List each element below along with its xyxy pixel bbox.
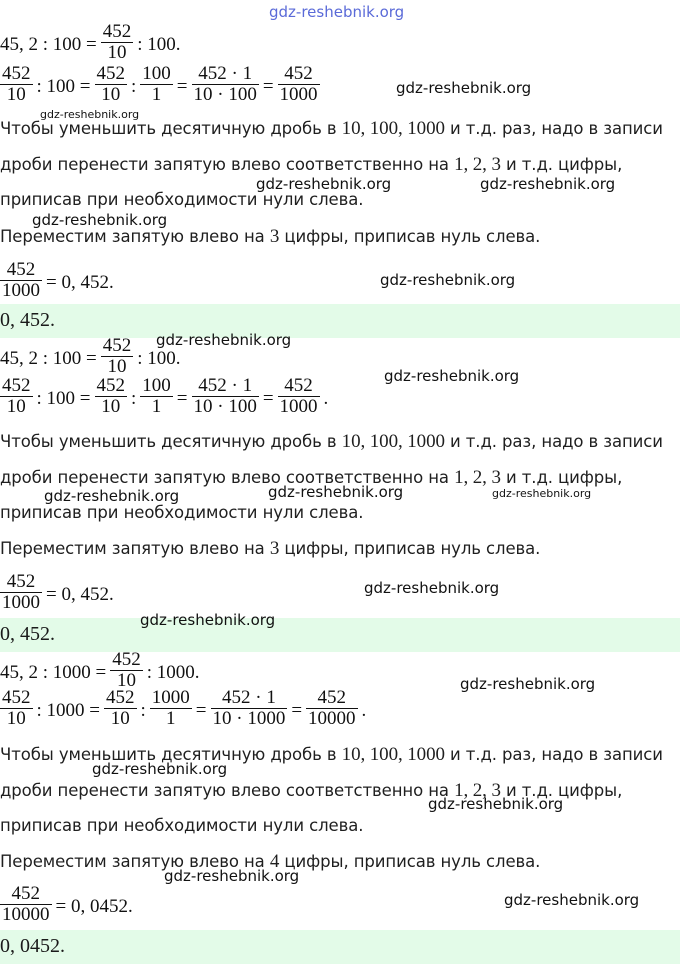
result-equation: $\frac{452}{1000}$ = 0, 452. [2, 571, 114, 613]
watermark: gdz-reshebnik.org [140, 611, 276, 629]
watermark-top: gdz-reshebnik.org [269, 3, 405, 21]
fraction: $\frac{452}{10}$ [102, 21, 132, 63]
answer-band-3 [0, 930, 680, 964]
watermark: gdz-reshebnik.org [32, 211, 168, 229]
watermark: gdz-reshebnik.org [156, 331, 292, 349]
equation-line-1: 45, 2 : 100 = $\frac{452}{10}$ : 100. [0, 21, 181, 63]
watermark: gdz-reshebnik.org [384, 367, 520, 385]
watermark: gdz-reshebnik.org [268, 483, 404, 501]
rule-text-line-3: приписав при необходимости нули слева. [0, 503, 364, 522]
watermark: gdz-reshebnik.org [480, 175, 616, 193]
watermark: gdz-reshebnik.org [256, 175, 392, 193]
answer-band-1 [0, 304, 680, 338]
rule-text-line-1: Чтобы уменьшить десятичную дробь в 10, 100, 1000 и т.д. раз, надо в записи [0, 118, 663, 139]
watermark: gdz-reshebnik.org [428, 795, 564, 813]
watermark: gdz-reshebnik.org [396, 79, 532, 97]
watermark: gdz-reshebnik.org [504, 891, 640, 909]
answer-value: 0, 452. [0, 623, 55, 645]
equation-line-1: 45, 2 : 1000 = $\frac{452}{10}$ : 1000. [0, 649, 200, 691]
answer-value: 0, 0452. [0, 935, 65, 957]
rule-text-line-2: дроби перенести запятую влево соответственно на 1, 2, 3 и т.д. цифры, [0, 780, 623, 801]
equation-line-2: $\frac{452}{10}$ : 100 = $\frac{452}{10}$ : $\frac{100}{1}$ = $\frac{452 \cdot 1}{10 \cdot 100}$ = $\frac{452}{1000}$ [2, 63, 318, 105]
result-equation: $\frac{452}{1000}$ = 0, 452. [2, 259, 114, 301]
fraction: $\frac{452}{10}$ [102, 335, 132, 377]
equation-line-2: $\frac{452}{10}$ : 1000 = $\frac{452}{10}$ : $\frac{1000}{1}$ = $\frac{452 \cdot 1}{10 \cdot 1000}$ = $\frac{452}{10000}$ . [2, 687, 367, 729]
watermark: gdz-reshebnik.org [492, 487, 592, 500]
watermark: gdz-reshebnik.org [164, 867, 300, 885]
watermark: gdz-reshebnik.org [92, 760, 228, 778]
watermark: gdz-reshebnik.org [460, 675, 596, 693]
rule-text-line-2: дроби перенести запятую влево соответственно на 1, 2, 3 и т.д. цифры, [0, 467, 623, 488]
result-equation: $\frac{452}{10000}$ = 0, 0452. [2, 883, 133, 925]
watermark: gdz-reshebnik.org [380, 271, 516, 289]
rule-text-line-3: приписав при необходимости нули слева. [0, 816, 364, 835]
move-text: Переместим запятую влево на 4 цифры, приписав нуль слева. [0, 851, 541, 872]
watermark: gdz-reshebnik.org [364, 579, 500, 597]
rule-text-line-1: Чтобы уменьшить десятичную дробь в 10, 100, 1000 и т.д. раз, надо в записи [0, 431, 663, 452]
move-text: Переместим запятую влево на 3 цифры, приписав нуль слева. [0, 538, 541, 559]
fraction: $\frac{452}{10}$ [112, 649, 141, 691]
equation-line-2: $\frac{452}{10}$ : 100 = $\frac{452}{10}$ : $\frac{100}{1}$ = $\frac{452 \cdot 1}{10 \cdot 100}$ = $\frac{452}{1000}$ . [2, 375, 329, 417]
watermark: gdz-reshebnik.org [40, 108, 140, 121]
move-text: Переместим запятую влево на 3 цифры, приписав нуль слева. [0, 226, 541, 247]
rule-text-line-1: Чтобы уменьшить десятичную дробь в 10, 100, 1000 и т.д. раз, надо в записи [0, 744, 663, 765]
answer-band-2 [0, 618, 680, 652]
watermark: gdz-reshebnik.org [44, 487, 180, 505]
answer-value: 0, 452. [0, 309, 55, 331]
equation-line-1: 45, 2 : 100 = $\frac{452}{10}$ : 100. [0, 335, 181, 377]
rule-text-line-3: приписав при необходимости нули слева. [0, 190, 364, 209]
rule-text-line-2: дроби перенести запятую влево соответственно на 1, 2, 3 и т.д. цифры, [0, 154, 623, 175]
